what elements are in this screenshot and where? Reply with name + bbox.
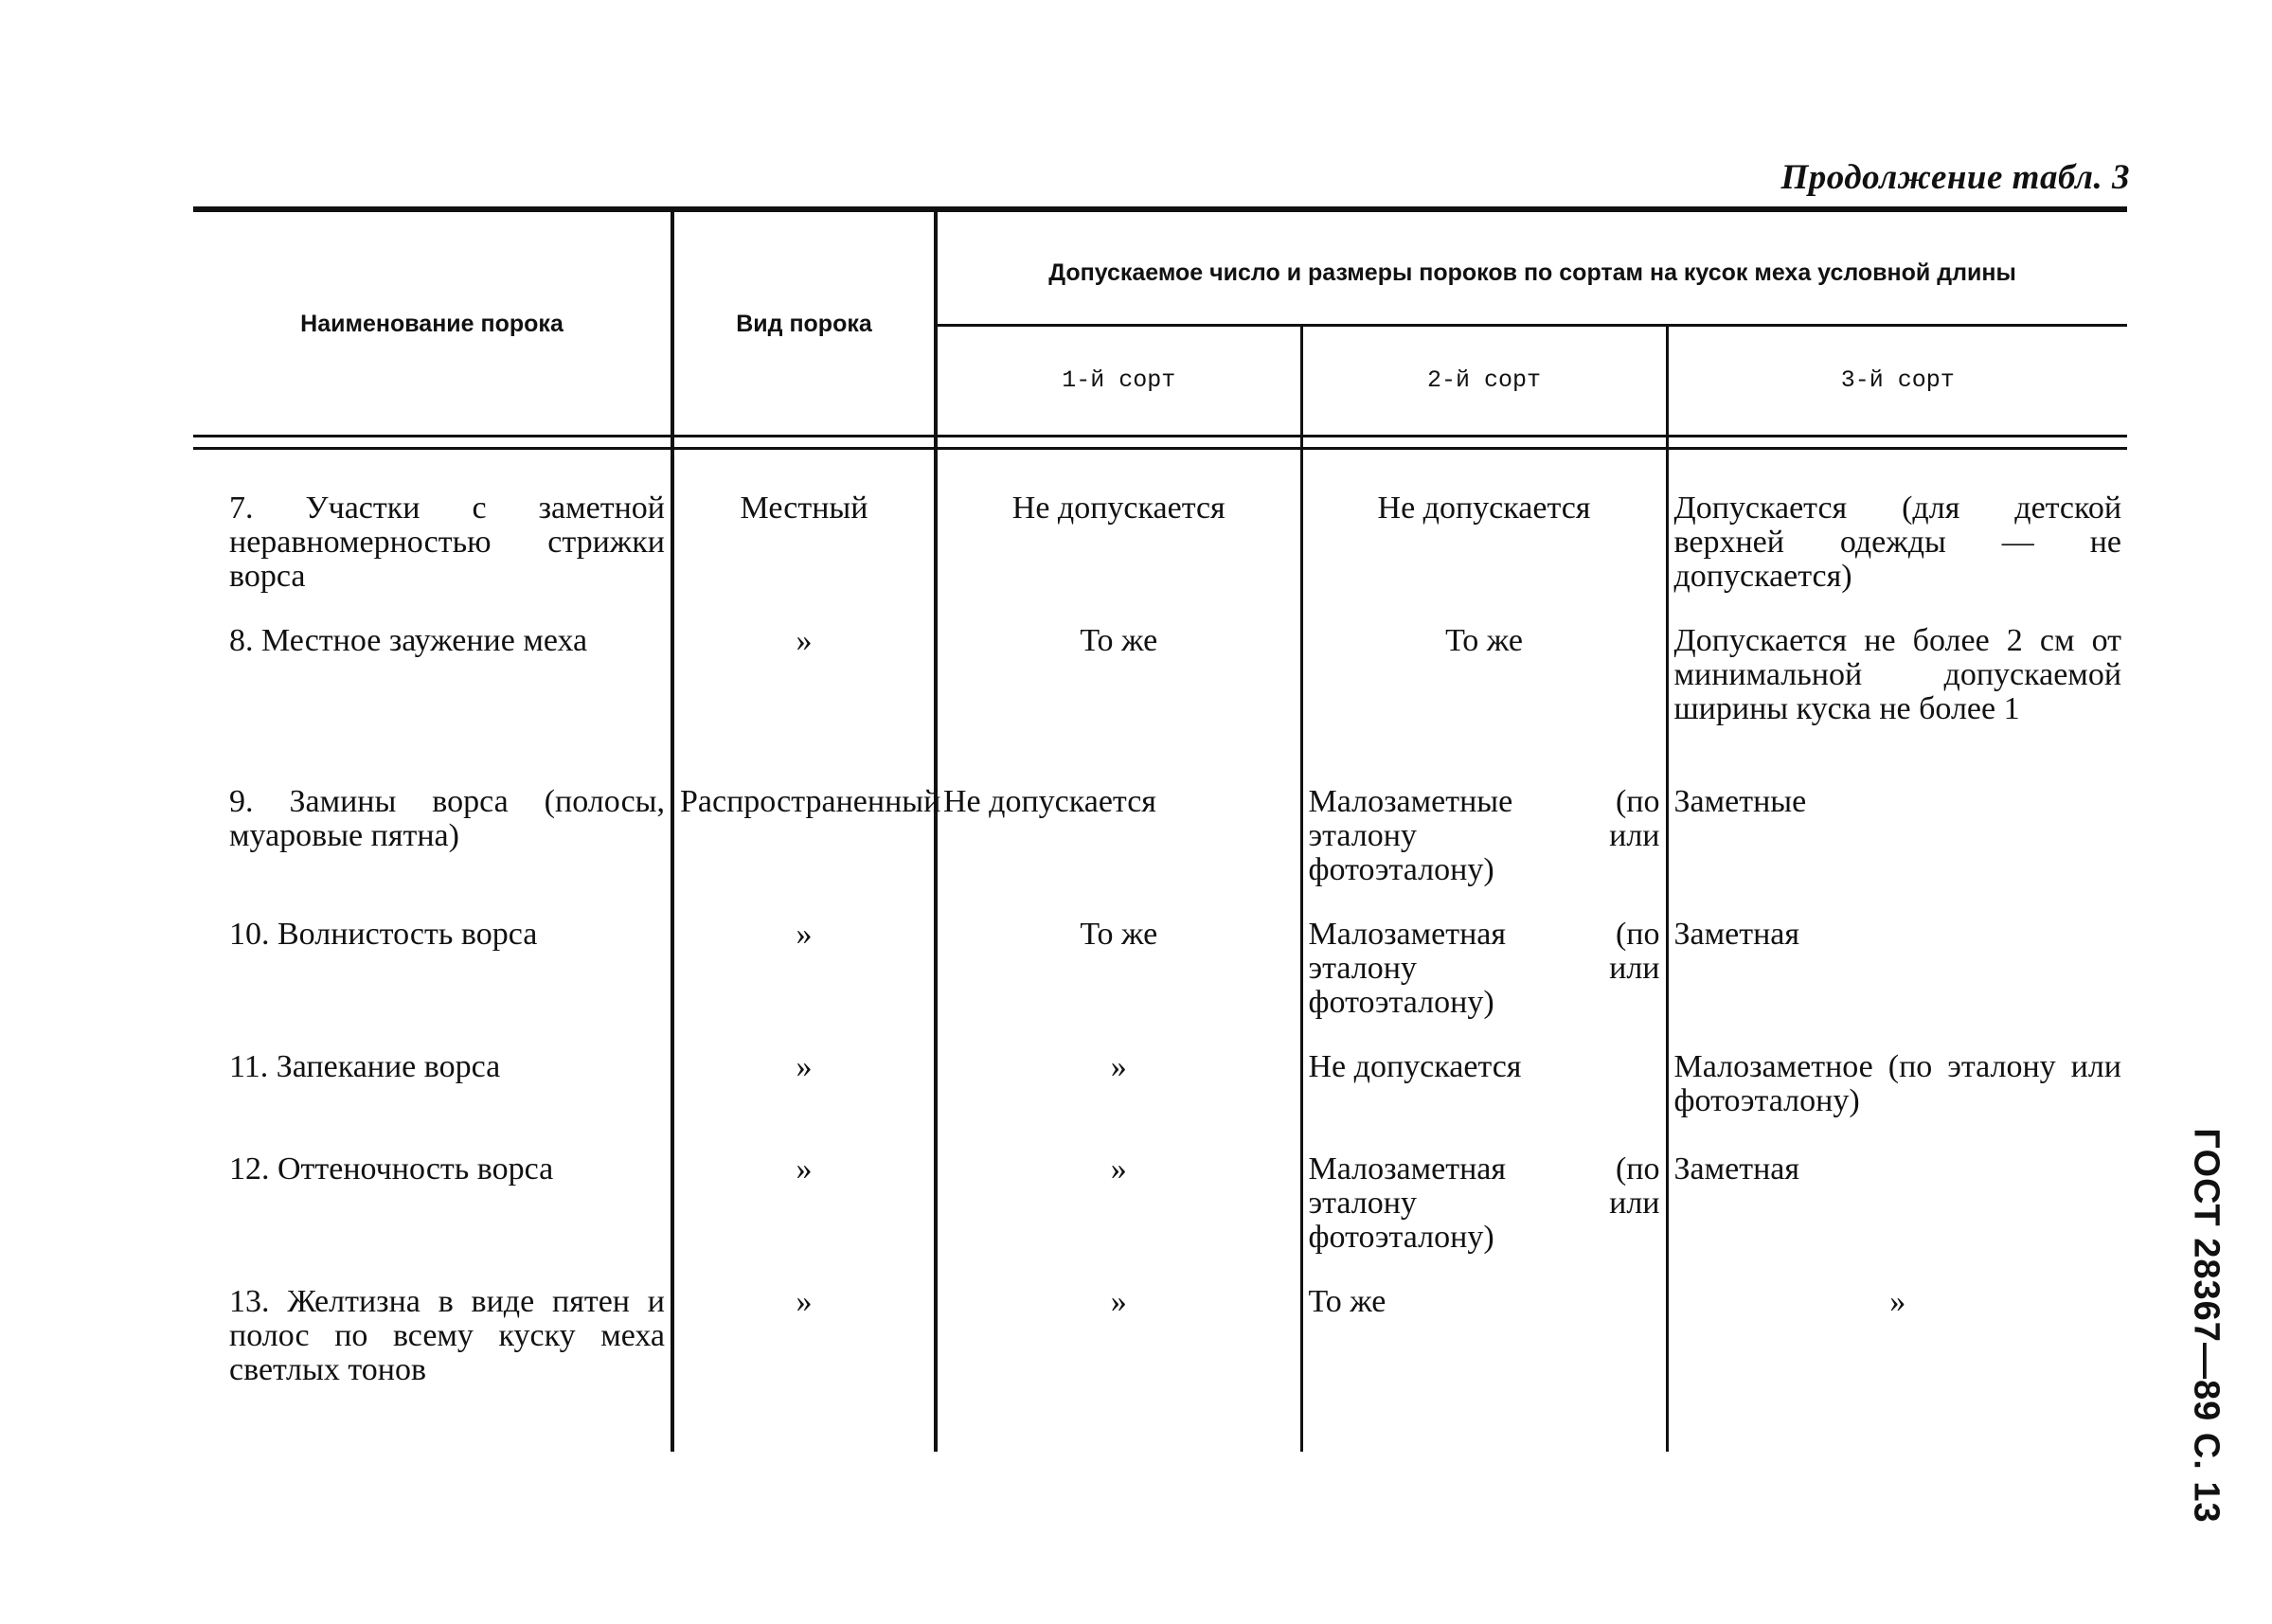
row-grade-1: » xyxy=(936,1022,1301,1124)
row-defect-kind: Местный xyxy=(672,449,936,597)
row-defect-kind: » xyxy=(672,1124,936,1257)
standard-page-code xyxy=(2177,1128,2234,1524)
row-defect-kind: » xyxy=(672,889,936,1022)
row-grade-2: Малозаметная (по эталону или фотоэталону) xyxy=(1301,889,1667,1022)
table-row xyxy=(193,1257,2127,1452)
header-defect-kind: Вид порока xyxy=(672,212,936,437)
row-grade-3: Допускается не более 2 см от минимальной допускаемой ширины куска не более 1 xyxy=(1673,623,2122,726)
row-defect-name-text: 13. Желтизна в виде пятен и полос по всему куску меха светлых тонов xyxy=(229,1284,665,1387)
defects-table xyxy=(193,212,2127,1452)
table-continuation-caption: Продолжение табл. 3 xyxy=(1780,158,2130,197)
row-defect-name xyxy=(193,757,672,889)
table-row xyxy=(193,596,2127,757)
standard-page-code-text: ГОСТ 28367—89 С. 13 xyxy=(2186,1128,2227,1524)
row-grade-2: Малозаметные (по эталону или фотоэталону) xyxy=(1301,757,1667,889)
row-defect-kind: » xyxy=(672,1257,936,1452)
table-row xyxy=(193,1022,2127,1124)
row-defect-name-text: 10. Волнистость ворса xyxy=(229,917,538,952)
row-grade-1: » xyxy=(936,1124,1301,1257)
row-grade-3: » xyxy=(1889,1284,1906,1319)
row-grade-3: Заметные xyxy=(1673,784,1807,819)
row-defect-kind: Распространенный xyxy=(672,757,936,889)
row-defect-name xyxy=(193,1022,672,1124)
header-grade-3: 3-й сорт xyxy=(1840,366,1955,394)
row-grade-2: То же xyxy=(1301,596,1667,757)
row-grade-2: Не допускается xyxy=(1301,449,1667,597)
table-row xyxy=(193,889,2127,1022)
row-grade-2: Не допускается xyxy=(1301,1022,1667,1124)
defects-table-container xyxy=(193,206,2127,1452)
row-defect-name-text: 11. Запекание ворса xyxy=(229,1049,501,1084)
row-grade-1: Не допускается xyxy=(936,449,1301,597)
row-grade-3: Заметная xyxy=(1673,917,1800,952)
row-defect-kind: » xyxy=(672,1022,936,1124)
row-defect-name-text: 9. Замины ворса (полосы, муаровые пятна) xyxy=(229,784,665,853)
row-defect-name-text: 12. Оттеночность ворса xyxy=(229,1151,554,1187)
table-row xyxy=(193,757,2127,889)
row-defect-name-text: 8. Местное заужение меха xyxy=(229,623,588,658)
row-defect-name xyxy=(193,889,672,1022)
header-grade-2: 2-й сорт xyxy=(1301,326,1667,437)
row-defect-name xyxy=(193,449,672,597)
header-grade-1: 1-й сорт xyxy=(936,326,1301,437)
row-grade-1: Не допускается xyxy=(936,757,1301,889)
row-defect-name xyxy=(193,1257,672,1452)
header-separator xyxy=(193,437,2127,449)
row-grade-2: Малозаметная (по эталону или фотоэталону) xyxy=(1301,1124,1667,1257)
row-grade-1: То же xyxy=(936,596,1301,757)
row-defect-name xyxy=(193,596,672,757)
table-row xyxy=(193,1124,2127,1257)
row-defect-kind: » xyxy=(672,596,936,757)
table-header xyxy=(193,212,2127,437)
row-defect-name xyxy=(193,1124,672,1257)
header-allowed-group: Допускаемое число и размеры пороков по сортам на кусок меха условной длины xyxy=(936,212,2127,326)
row-grade-3: Допускается (для детской верхней одежды — не допускается) xyxy=(1673,491,2122,594)
row-defect-name-text: 7. Участки с заметной неравномерностью стрижки ворса xyxy=(229,491,665,594)
row-grade-2: То же xyxy=(1301,1257,1667,1452)
row-grade-3: Малозаметное (по эталону или фотоэталону) xyxy=(1673,1049,2122,1118)
table-body xyxy=(193,437,2127,1453)
header-defect-name: Наименование порока xyxy=(193,212,672,437)
table-row xyxy=(193,449,2127,597)
row-grade-1: То же xyxy=(936,889,1301,1022)
row-grade-1: » xyxy=(936,1257,1301,1452)
row-grade-3: Заметная xyxy=(1673,1151,1800,1187)
